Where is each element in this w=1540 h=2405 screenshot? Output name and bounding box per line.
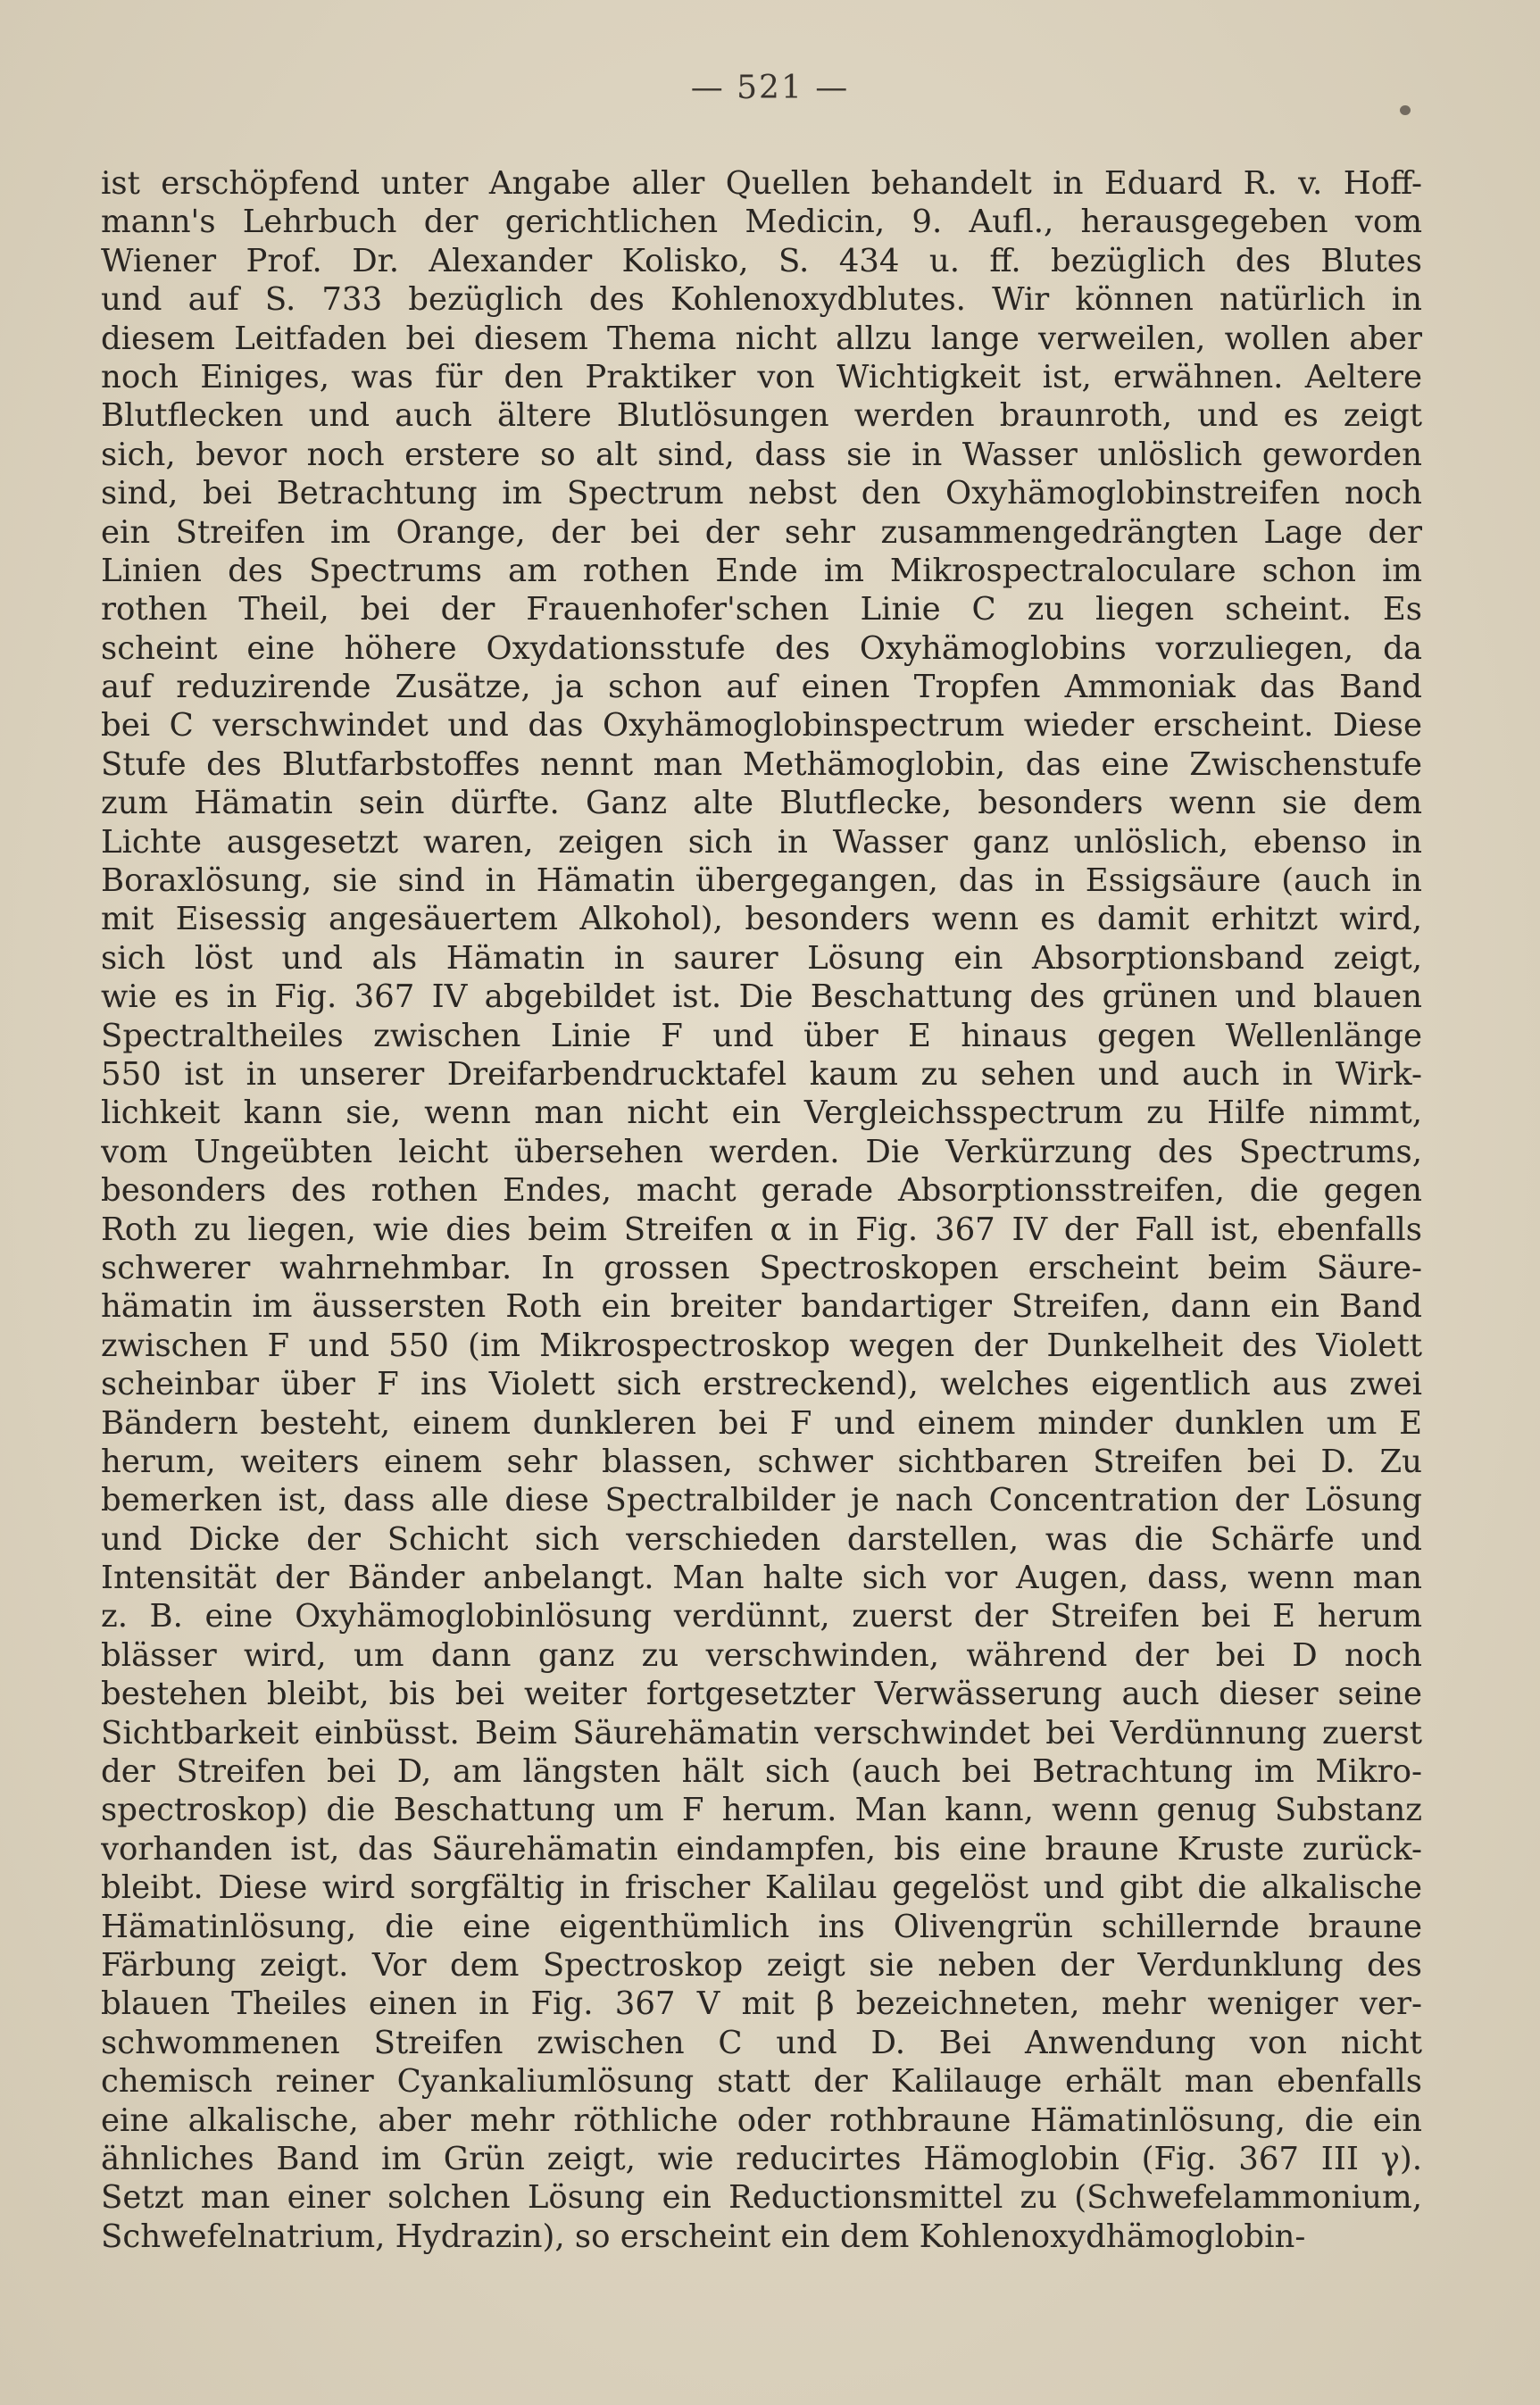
text-line: wie es in Fig. 367 IV abgebildet ist. Die Beschattung des grünen und blauen: [101, 978, 1422, 1016]
text-line: Intensität der Bänder anbelangt. Man halte sich vor Augen, dass, wenn man: [101, 1560, 1422, 1597]
text-line: Lichte ausgesetzt waren, zeigen sich in Wasser ganz unlöslich, ebenso in: [101, 823, 1422, 861]
text-line: diesem Leitfaden bei diesem Thema nicht allzu lange verweilen, wollen aber: [101, 320, 1422, 357]
ink-speck: [1400, 105, 1411, 115]
text-line: sind, bei Betrachtung im Spectrum nebst den Oxyhämoglobinstreifen noch: [101, 475, 1422, 512]
text-line: bei C verschwindet und das Oxyhämoglobinspectrum wieder erscheint. Diese: [101, 707, 1422, 745]
text-line: z. B. eine Oxyhämoglobinlösung verdünnt, zuerst der Streifen bei E herum: [101, 1598, 1422, 1635]
text-line: hämatin im äussersten Roth ein breiter bandartiger Streifen, dann ein Band: [101, 1288, 1422, 1326]
body-text: [101, 164, 1422, 2256]
text-line: schwerer wahrnehmbar. In grossen Spectroskopen erscheint beim Säure-: [101, 1249, 1422, 1286]
text-line: blauen Theiles einen in Fig. 367 V mit β bezeichneten, mehr weniger ver-: [101, 1985, 1422, 2023]
text-line: noch Einiges, was für den Praktiker von Wichtigkeit ist, erwähnen. Aeltere: [101, 358, 1422, 395]
text-line: Wiener Prof. Dr. Alexander Kolisko, S. 434 u. ff. bezüglich des Blutes: [101, 242, 1422, 279]
text-line: vorhanden ist, das Säurehämatin eindampfen, bis eine braune Kruste zurück-: [101, 1830, 1422, 1868]
text-line: chemisch reiner Cyankaliumlösung statt der Kalilauge erhält man ebenfalls: [101, 2063, 1422, 2101]
text-line: Spectraltheiles zwischen Linie F und über E hinaus gegen Wellenlänge: [101, 1017, 1422, 1054]
text-line: spectroskop) die Beschattung um F herum. Man kann, wenn genug Substanz: [101, 1792, 1422, 1829]
text-line: bemerken ist, dass alle diese Spectralbilder je nach Concentration der Lösung: [101, 1482, 1422, 1519]
text-line: ist erschöpfend unter Angabe aller Quellen behandelt in Eduard R. v. Hoff-: [101, 165, 1422, 202]
text-line: sich, bevor noch erstere so alt sind, dass sie in Wasser unlöslich geworden: [101, 436, 1422, 473]
text-line: bestehen bleibt, bis bei weiter fortgesetzter Verwässerung auch dieser seine: [101, 1676, 1422, 1713]
text-line: Stufe des Blutfarbstoffes nennt man Methämoglobin, das eine Zwischenstufe: [101, 745, 1422, 783]
text-line: besonders des rothen Endes, macht gerade Absorptionsstreifen, die gegen: [101, 1172, 1422, 1210]
text-line: zum Hämatin sein dürfte. Ganz alte Blutflecke, besonders wenn sie dem: [101, 785, 1422, 822]
text-line: Hämatinlösung, die eine eigenthümlich ins Olivengrün schillernde braune: [101, 1908, 1422, 1945]
text-line: und Dicke der Schicht sich verschieden darstellen, was die Schärfe und: [101, 1520, 1422, 1558]
text-line: vom Ungeübten leicht übersehen werden. Die Verkürzung des Spectrums,: [101, 1133, 1422, 1170]
text-line: auf reduzirende Zusätze, ja schon auf einen Tropfen Ammoniak das Band: [101, 669, 1422, 706]
text-line: eine alkalische, aber mehr röthliche oder rothbraune Hämatinlösung, die ein: [101, 2101, 1422, 2139]
text-line: blässer wird, um dann ganz zu verschwinden, während der bei D noch: [101, 1636, 1422, 1674]
text-line: Linien des Spectrums am rothen Ende im Mikrospectraloculare schon im: [101, 552, 1422, 589]
text-line: mit Eisessig angesäuertem Alkohol), besonders wenn es damit erhitzt wird,: [101, 901, 1422, 938]
text-line: ein Streifen im Orange, der bei der sehr zusammengedrängten Lage der: [101, 513, 1422, 551]
text-line: zwischen F und 550 (im Mikrospectroskop wegen der Dunkelheit des Violett: [101, 1327, 1422, 1364]
text-line: scheint eine höhere Oxydationsstufe des Oxyhämoglobins vorzuliegen, da: [101, 629, 1422, 667]
text-line: Sichtbarkeit einbüsst. Beim Säurehämatin verschwindet bei Verdünnung zuerst: [101, 1714, 1422, 1752]
text-line: ähnliches Band im Grün zeigt, wie reducirtes Hämoglobin (Fig. 367 III γ).: [101, 2140, 1422, 2177]
page-number: — 521 —: [690, 70, 850, 106]
text-line: Blutflecken und auch ältere Blutlösungen werden braunroth, und es zeigt: [101, 397, 1422, 435]
text-line: bleibt. Diese wird sorgfältig in frischer Kalilau gegelöst und gibt die alkalische: [101, 1869, 1422, 1907]
text-line: Färbung zeigt. Vor dem Spectroskop zeigt sie neben der Verdunklung des: [101, 1946, 1422, 1984]
text-line: und auf S. 733 bezüglich des Kohlenoxydblutes. Wir können natürlich in: [101, 281, 1422, 319]
text-line: herum, weiters einem sehr blassen, schwer sichtbaren Streifen bei D. Zu: [101, 1443, 1422, 1480]
text-line: 550 ist in unserer Dreifarbendrucktafel kaum zu sehen und auch in Wirk-: [101, 1055, 1422, 1093]
text-line: Boraxlösung, sie sind in Hämatin übergegangen, das in Essigsäure (auch in: [101, 862, 1422, 900]
text-line: mann's Lehrbuch der gerichtlichen Medicin, 9. Aufl., herausgegeben vom: [101, 204, 1422, 241]
text-line: Bändern besteht, einem dunkleren bei F und einem minder dunklen um E: [101, 1404, 1422, 1442]
text-line: sich löst und als Hämatin in saurer Lösung ein Absorptionsband zeigt,: [101, 939, 1422, 977]
text-line: der Streifen bei D, am längsten hält sich (auch bei Betrachtung im Mikro-: [101, 1753, 1422, 1791]
text-line: rothen Theil, bei der Frauenhofer'schen Linie C zu liegen scheint. Es: [101, 591, 1422, 628]
text-line: Setzt man einer solchen Lösung ein Reductionsmittel zu (Schwefelammonium,: [101, 2179, 1422, 2217]
text-line: scheinbar über F ins Violett sich erstreckend), welches eigentlich aus zwei: [101, 1366, 1422, 1403]
text-line: schwommenen Streifen zwischen C und D. Bei Anwendung von nicht: [101, 2024, 1422, 2061]
text-line: lichkeit kann sie, wenn man nicht ein Vergleichsspectrum zu Hilfe nimmt,: [101, 1094, 1422, 1132]
text-line: Roth zu liegen, wie dies beim Streifen α in Fig. 367 IV der Fall ist, ebenfalls: [101, 1211, 1422, 1248]
text-line: Schwefelnatrium, Hydrazin), so erscheint ein dem Kohlenoxydhämoglobin-: [101, 2218, 1306, 2255]
